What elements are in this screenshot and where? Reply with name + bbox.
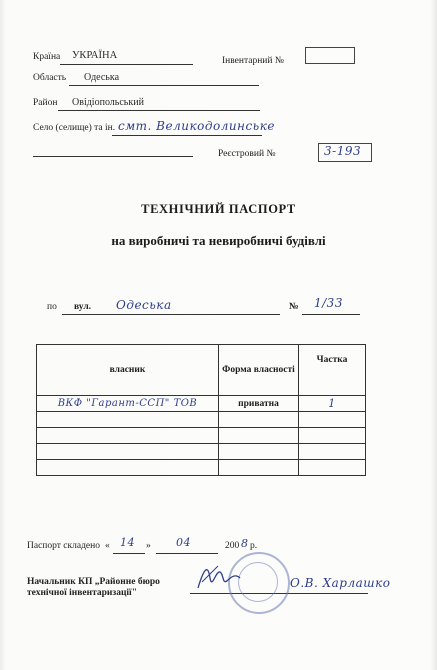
share-cell: 1 — [299, 396, 366, 412]
district-underline — [58, 110, 260, 111]
compiled-open-quote: « — [105, 541, 110, 551]
extra-underline — [33, 156, 193, 157]
district-value: Овідіопольський — [72, 97, 144, 108]
village-underline — [112, 135, 262, 136]
address-prefix: по — [47, 302, 57, 312]
compiled-month: 04 — [176, 536, 191, 549]
inventory-number-box — [305, 47, 355, 64]
table-row — [37, 444, 366, 460]
ownership-form-cell — [219, 428, 299, 444]
compiled-year-digit: 8 — [241, 537, 249, 550]
document-title: ТЕХНІЧНИЙ ПАСПОРТ — [141, 202, 296, 216]
street-value: Одеська — [116, 298, 172, 312]
day-underline — [113, 553, 145, 554]
share-cell — [299, 428, 366, 444]
position-line2: технічної інвентаризації" — [27, 588, 137, 598]
owner-cell — [37, 428, 219, 444]
owners-table — [36, 344, 366, 476]
register-value: 3-193 — [324, 144, 362, 158]
street-type: вул. — [74, 302, 92, 312]
number-label: № — [289, 302, 299, 312]
number-value: 1/33 — [314, 296, 343, 310]
position-line1: Начальник КП „Районне бюро — [27, 577, 160, 587]
table-row — [37, 396, 366, 412]
district-label: Район — [33, 98, 58, 108]
month-underline — [156, 553, 218, 554]
owners-table-header — [37, 345, 366, 396]
village-label: Село (селище) та ін. — [33, 123, 116, 133]
region-label: Область — [33, 73, 67, 83]
share-cell — [299, 460, 366, 476]
region-value: Одеська — [84, 72, 120, 83]
inventory-label: Інвентарний № — [222, 56, 284, 66]
ownership-form-cell: приватна — [219, 396, 299, 412]
share-cell — [299, 444, 366, 460]
owner-cell — [37, 412, 219, 428]
handwritten-signature — [194, 560, 242, 594]
table-row — [37, 460, 366, 476]
compiled-label: Паспорт складено — [27, 541, 100, 551]
number-underline — [302, 314, 360, 315]
header-ownership-form: Форма власності — [219, 345, 299, 396]
ownership-form-cell — [219, 412, 299, 428]
owner-cell — [37, 460, 219, 476]
document-subtitle: на виробничі та невиробничі будівлі — [111, 233, 326, 248]
region-underline — [69, 85, 259, 86]
country-underline — [60, 64, 193, 65]
ownership-form-cell — [219, 444, 299, 460]
compiled-year-suffix: р. — [250, 541, 258, 551]
share-cell — [299, 412, 366, 428]
country-value: УКРАЇНА — [72, 50, 118, 61]
table-row — [37, 428, 366, 444]
header-owner: власник — [37, 345, 219, 396]
country-label: Країна — [33, 52, 61, 62]
register-label: Реєстровий № — [218, 149, 276, 159]
village-value: смт. Великодолинське — [118, 119, 275, 133]
header-share: Частка — [299, 345, 366, 396]
owner-cell: ВКФ "Гарант-ССП" ТОВ — [37, 396, 219, 412]
compiled-close-quote: » — [146, 541, 151, 551]
compiled-year-prefix: 200 — [225, 541, 240, 551]
compiled-day: 14 — [120, 536, 135, 549]
owner-cell — [37, 444, 219, 460]
official-stamp-inner-ring — [238, 562, 278, 602]
address-underline — [62, 314, 280, 315]
table-row — [37, 412, 366, 428]
signer-name: О.В. Харлашко — [290, 576, 391, 590]
ownership-form-cell — [219, 460, 299, 476]
